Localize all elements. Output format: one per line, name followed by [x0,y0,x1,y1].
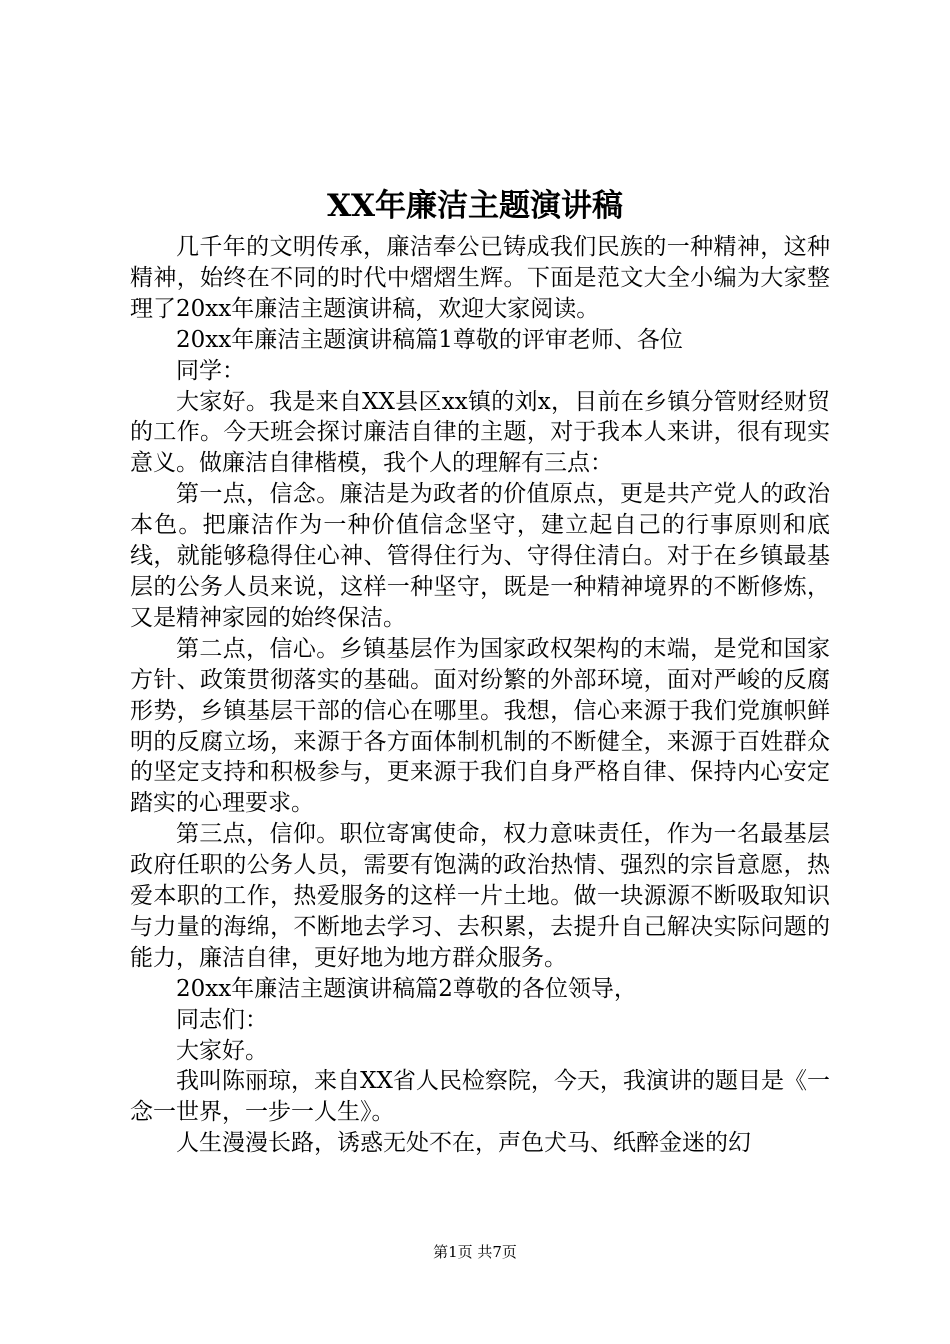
paragraph-speech2-intro: 我叫陈丽琼，来自XX省人民检察院，今天，我演讲的题目是《一念一世界，一步一人生》。 [130,1068,830,1126]
page-footer: 第1页 共7页 [433,1243,517,1261]
paragraph-speech2-heading: 20xx年廉洁主题演讲稿篇2尊敬的各位领导， [176,975,637,1002]
paragraph-point-two: 第二点，信心。乡镇基层作为国家政权架构的末端，是党和国家方针、政策贯彻落实的基础。面对纷繁的外部环境，面对严峻的反腐形势，乡镇基层干部的信心在哪里。我想，信心来源于我们党旗帜鲜明的反腐立场，来源于各方面体制机制的不断健全，来源于百姓群众的坚定支持和积极参与，更来源于我们自身严格自律、保持内心安定踏实的心理要求。 [130,635,830,817]
paragraph-intro: 几千年的文明传承，廉洁奉公已铸成我们民族的一种精神，这种精神，始终在不同的时代中熠熠生辉。下面是范文大全小编为大家整理了20xx年廉洁主题演讲稿，欢迎大家阅读。 [130,234,830,322]
paragraph-speech2-greeting: 大家好。 [176,1037,268,1064]
paragraph-speech2-salutation: 同志们： [176,1006,268,1033]
paragraph-speech1-salutation: 同学： [176,357,245,384]
paragraph-point-three: 第三点，信仰。职位寄寓使命，权力意味责任，作为一名最基层政府任职的公务人员，需要有饱满的政治热情、强烈的宗旨意愿，热爱本职的工作，热爱服务的这样一片土地。做一块源源不断吸取知识与力量的海绵，不断地去学习、去积累，去提升自己解决实际问题的能力，廉洁自律，更好地为地方群众服务。 [130,821,830,971]
paragraph-speech1-heading: 20xx年廉洁主题演讲稿篇1尊敬的评审老师、各位 [176,326,683,353]
paragraph-speech1-greeting: 大家好。我是来自XX县区xx镇的刘x，目前在乡镇分管财经财贸的工作。今天班会探讨廉洁自律的主题，对于我本人来讲，很有现实意义。做廉洁自律楷模，我个人的理解有三点： [130,388,830,477]
paragraph-speech2-body: 人生漫漫长路，诱惑无处不在，声色犬马、纸醉金迷的幻 [176,1130,751,1157]
document-title: XX年廉洁主题演讲稿 [326,188,624,224]
document-body [130,232,830,1159]
paragraph-point-one: 第一点，信念。廉洁是为政者的价值原点，更是共产党人的政治本色。把廉洁作为一种价值信念坚守，建立起自己的行事原则和底线，就能够稳得住心神、管得住行为、守得住清白。对于在乡镇最基层的公务人员来说，这样一种坚守，既是一种精神境界的不断修炼，又是精神家园的始终保洁。 [130,481,830,631]
